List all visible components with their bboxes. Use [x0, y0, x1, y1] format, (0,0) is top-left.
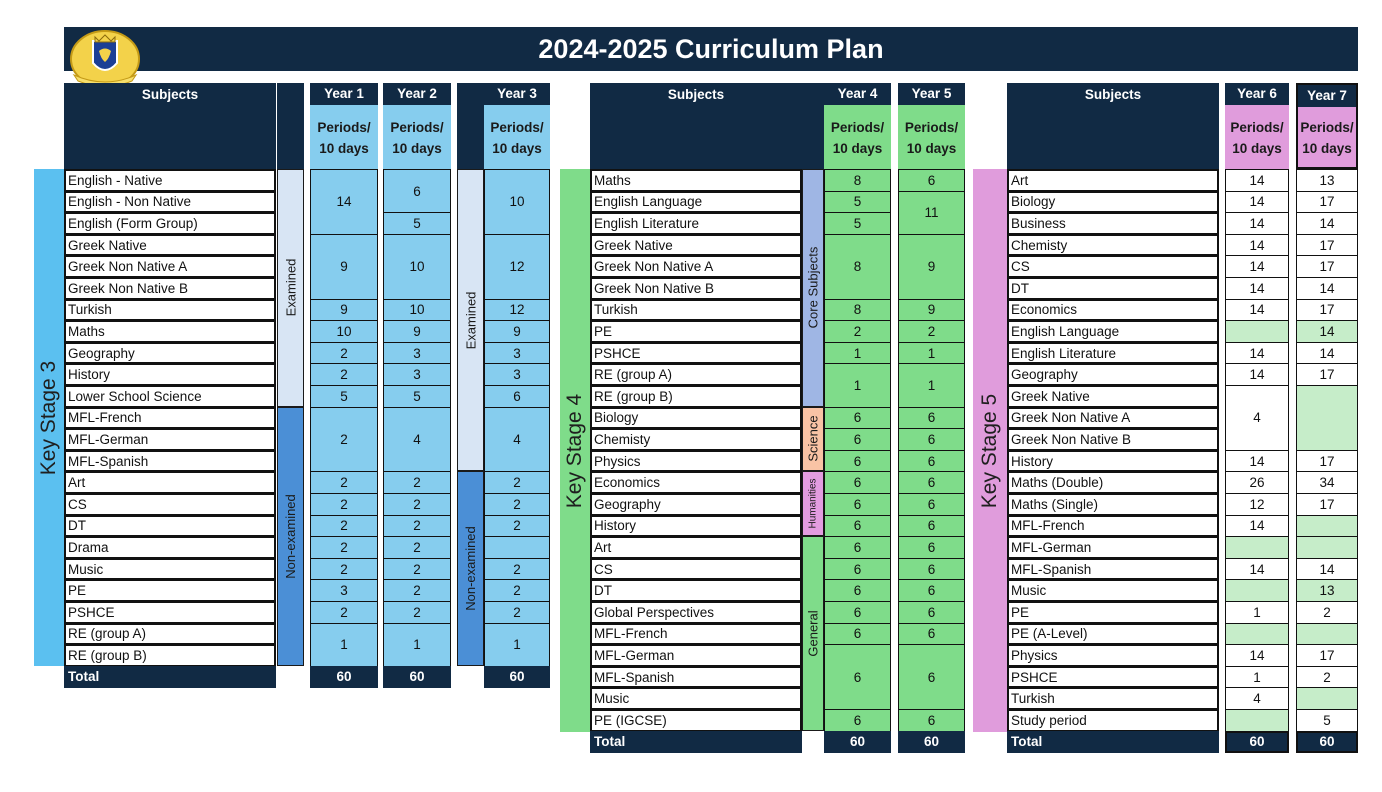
subject-cell: History [1007, 450, 1219, 473]
group-label: Core Subjects [805, 246, 821, 329]
year-label: Year 3 [484, 83, 550, 105]
subject-cell: RE (group A) [590, 363, 802, 386]
subject-cell: CS [64, 493, 276, 516]
period-value-cell: 6 [898, 169, 965, 192]
period-value-cell: 6 [898, 709, 965, 732]
period-value-cell: 3 [383, 363, 451, 386]
subject-cell: Music [1007, 579, 1219, 602]
subject-cell: History [590, 515, 802, 538]
subject-cell: PE (IGCSE) [590, 709, 802, 732]
period-value-cell: 6 [484, 385, 550, 408]
group-label: Examined [283, 258, 298, 317]
subject-cell: Turkish [1007, 687, 1219, 710]
period-value-cell: 9 [484, 320, 550, 343]
subject-cell: DT [1007, 277, 1219, 300]
period-value-cell: 14 [1225, 363, 1289, 386]
period-value-cell: 4 [1225, 385, 1289, 451]
subject-cell: Maths [590, 169, 802, 192]
period-value-cell: 26 [1225, 471, 1289, 494]
period-value-cell: 17 [1296, 363, 1358, 386]
period-value-cell [1296, 515, 1358, 538]
ks5-total-y6: 60 [1225, 731, 1289, 753]
period-value-cell: 2 [824, 320, 891, 343]
subject-cell: RE (group B) [590, 385, 802, 408]
period-value-cell: 14 [1296, 558, 1358, 581]
ks3-group-header-2 [457, 83, 484, 169]
subject-cell: Global Perspectives [590, 601, 802, 624]
period-value-cell [1296, 623, 1358, 646]
period-value-cell: 2 [484, 601, 550, 624]
subject-cell: Greek Non Native B [590, 277, 802, 300]
period-value-cell: 8 [824, 299, 891, 322]
period-value-cell: 6 [824, 558, 891, 581]
period-value-cell: 6 [824, 450, 891, 473]
ks4-stage-label: Key Stage 4 [563, 393, 587, 508]
period-value-cell: 2 [484, 515, 550, 538]
period-value-cell: 10 [383, 299, 451, 322]
period-value-cell: 14 [310, 169, 378, 235]
period-value-cell: 6 [898, 644, 965, 710]
ks5-total-label: Total [1007, 731, 1219, 753]
ks3-total-label: Total [64, 666, 276, 688]
period-value-cell: 3 [310, 579, 378, 602]
subject-cell: Greek Native [64, 234, 276, 257]
period-value-cell: 1 [898, 342, 965, 365]
ks3-year-3-header [484, 83, 550, 169]
period-value-cell: 5 [1296, 709, 1358, 732]
period-value-cell: 5 [824, 212, 891, 235]
period-value-cell [1225, 536, 1289, 559]
ks3-subjects-header [64, 83, 276, 169]
subject-cell: PSHCE [590, 342, 802, 365]
period-value-cell: 2 [383, 536, 451, 559]
period-value-cell: 17 [1296, 299, 1358, 322]
period-value-cell: 1 [824, 363, 891, 407]
year-label: Year 1 [310, 83, 378, 105]
subject-cell: Art [1007, 169, 1219, 192]
ks3-total-y3: 60 [484, 666, 550, 688]
period-value-cell: 6 [898, 623, 965, 646]
period-value-cell: 6 [898, 536, 965, 559]
period-value-cell: 17 [1296, 234, 1358, 257]
period-value-cell: 6 [824, 471, 891, 494]
subject-cell: Music [590, 687, 802, 710]
subject-cell: PSHCE [64, 601, 276, 624]
subject-cell: Geography [590, 493, 802, 516]
year-label: Year 2 [383, 83, 451, 105]
ks3-year-2-header [383, 83, 451, 169]
period-value-cell: 8 [824, 169, 891, 192]
period-value-cell: 6 [824, 536, 891, 559]
ks4-total-label: Total [590, 731, 802, 753]
group-label: Examined [463, 291, 478, 350]
period-value-cell: 9 [898, 299, 965, 322]
period-value-cell: 14 [1296, 342, 1358, 365]
subject-cell: Chemisty [590, 428, 802, 451]
subject-cell: Greek Non Native A [1007, 407, 1219, 430]
subject-cell: DT [64, 515, 276, 538]
subject-cell: Greek Non Native B [64, 277, 276, 300]
period-value-cell: 2 [310, 471, 378, 494]
subject-cell: English - Native [64, 169, 276, 192]
period-value-cell: 2 [383, 601, 451, 624]
period-value-cell: 3 [484, 363, 550, 386]
ks3-nonexamined-group [277, 407, 304, 666]
period-value-cell: 6 [898, 579, 965, 602]
period-value-cell: 13 [1296, 579, 1358, 602]
period-value-cell: 2 [1296, 666, 1358, 689]
period-value-cell: 9 [898, 234, 965, 300]
year-label: Year 6 [1225, 83, 1289, 105]
period-value-cell: 6 [824, 515, 891, 538]
period-value-cell: 1 [310, 623, 378, 667]
period-value-cell: 14 [1225, 255, 1289, 278]
subject-cell: Lower School Science [64, 385, 276, 408]
school-crest-logo [66, 29, 144, 89]
period-value-cell: 14 [1225, 169, 1289, 192]
ks4-science-group [802, 407, 824, 472]
period-value-cell: 6 [824, 428, 891, 451]
subject-cell: Art [64, 471, 276, 494]
subject-cell: RE (group A) [64, 623, 276, 646]
period-value-cell: 1 [898, 363, 965, 407]
period-value-cell: 5 [383, 385, 451, 408]
period-value-cell: 2 [310, 493, 378, 516]
ks5-total-y7: 60 [1296, 731, 1358, 753]
subject-cell: MFL-French [1007, 515, 1219, 538]
period-value-cell: 9 [310, 299, 378, 322]
period-value-cell: 14 [1225, 515, 1289, 538]
period-value-cell [1225, 320, 1289, 343]
subject-cell: Greek Native [590, 234, 802, 257]
ks4-total-y5: 60 [898, 731, 965, 753]
period-value-cell: 2 [383, 493, 451, 516]
period-value-cell: 2 [1296, 601, 1358, 624]
subject-cell: English Language [590, 191, 802, 214]
subject-cell: Economics [1007, 299, 1219, 322]
group-label: Non-examined [463, 526, 479, 611]
subject-cell: Greek Non Native B [1007, 428, 1219, 451]
period-value-cell: 5 [824, 191, 891, 214]
period-value-cell: 6 [898, 601, 965, 624]
subjects-header-label: Subjects [667, 87, 725, 102]
period-value-cell: 6 [824, 644, 891, 710]
subject-cell: MFL-German [64, 428, 276, 451]
subject-cell: MFL-Spanish [64, 450, 276, 473]
ks3-stage-label: Key Stage 3 [37, 360, 61, 475]
period-value-cell: 6 [824, 601, 891, 624]
period-value-cell: 6 [824, 407, 891, 430]
group-label: Non-examined [283, 493, 299, 579]
period-value-cell: 14 [1225, 644, 1289, 667]
period-value-cell: 5 [383, 212, 451, 235]
period-value-cell: 14 [1225, 558, 1289, 581]
group-label: Science [805, 415, 821, 463]
period-value-cell: 1 [383, 623, 451, 667]
ks5-stage-label: Key Stage 5 [978, 393, 1002, 508]
period-value-cell: 2 [383, 558, 451, 581]
subject-cell: PE (A-Level) [1007, 623, 1219, 646]
period-value-cell: 12 [1225, 493, 1289, 516]
ks3-total-y2: 60 [383, 666, 451, 688]
subject-cell: Physics [1007, 644, 1219, 667]
period-value-cell: 6 [824, 579, 891, 602]
subject-cell: Study period [1007, 709, 1219, 732]
period-value-cell: 6 [898, 515, 965, 538]
period-value-cell: 2 [310, 601, 378, 624]
period-value-cell: 2 [310, 515, 378, 538]
period-value-cell [1296, 536, 1358, 559]
periods-label: Periods/ 10 days [904, 119, 959, 156]
period-value-cell: 12 [484, 234, 550, 300]
period-value-cell: 14 [1225, 191, 1289, 214]
subject-cell: Biology [1007, 191, 1219, 214]
period-value-cell: 17 [1296, 255, 1358, 278]
period-value-cell: 9 [383, 320, 451, 343]
period-value-cell: 14 [1225, 342, 1289, 365]
period-value-cell: 14 [1225, 234, 1289, 257]
period-value-cell: 2 [310, 407, 378, 473]
period-value-cell: 14 [1296, 212, 1358, 235]
period-value-cell: 6 [898, 558, 965, 581]
period-value-cell: 14 [1225, 212, 1289, 235]
ks4-stage-band [560, 169, 590, 732]
period-value-cell: 6 [898, 428, 965, 451]
period-value-cell: 17 [1296, 644, 1358, 667]
period-value-cell: 2 [383, 515, 451, 538]
ks3-total-y1: 60 [310, 666, 378, 688]
subject-cell: English (Form Group) [64, 212, 276, 235]
subject-cell: Physics [590, 450, 802, 473]
subject-cell: CS [590, 558, 802, 581]
period-value-cell: 17 [1296, 191, 1358, 214]
period-value-cell: 10 [484, 169, 550, 235]
subject-cell: PE [1007, 601, 1219, 624]
title-bar [64, 27, 1358, 71]
subject-cell: Economics [590, 471, 802, 494]
subject-cell: DT [590, 579, 802, 602]
period-value-cell: 2 [310, 342, 378, 365]
period-value-cell: 14 [1225, 450, 1289, 473]
period-value-cell: 3 [383, 342, 451, 365]
period-value-cell: 6 [824, 493, 891, 516]
subject-cell: Greek Non Native A [590, 255, 802, 278]
ks4-year-2-header [898, 83, 965, 169]
period-value-cell [1296, 385, 1358, 451]
period-value-cell: 6 [383, 169, 451, 213]
period-value-cell [1225, 623, 1289, 646]
subject-cell: Art [590, 536, 802, 559]
period-value-cell: 8 [824, 234, 891, 300]
period-value-cell: 5 [310, 385, 378, 408]
ks3-stage-band [34, 169, 64, 666]
ks5-year-2-header [1296, 83, 1358, 169]
subject-cell: MFL-French [64, 407, 276, 430]
year-label: Year 7 [1298, 85, 1356, 107]
subject-cell: MFL-Spanish [590, 666, 802, 689]
period-value-cell: 2 [383, 471, 451, 494]
subject-cell: Maths [64, 320, 276, 343]
ks3-year-1-header [310, 83, 378, 169]
period-value-cell: 10 [310, 320, 378, 343]
periods-label: Periods/ 10 days [1230, 119, 1284, 156]
period-value-cell [1225, 579, 1289, 602]
ks4-year-1-header [824, 83, 891, 169]
subjects-header-label: Subjects [141, 87, 199, 102]
period-value-cell: 13 [1296, 169, 1358, 192]
subject-cell: Geography [1007, 363, 1219, 386]
period-value-cell [1296, 687, 1358, 710]
group-label: General [805, 610, 821, 657]
ks4-core-group [802, 169, 824, 407]
period-value-cell: 14 [1296, 320, 1358, 343]
period-value-cell: 6 [898, 407, 965, 430]
subject-cell: RE (group B) [64, 644, 276, 667]
subject-cell: Turkish [590, 299, 802, 322]
ks3-group-header [277, 83, 304, 169]
subject-cell: PE [64, 579, 276, 602]
subject-cell: Biology [590, 407, 802, 430]
subject-cell: Turkish [64, 299, 276, 322]
periods-label: Periods/ 10 days [317, 119, 371, 156]
ks4-group-header [802, 83, 824, 169]
ks4-humanities-group [802, 471, 824, 536]
period-value-cell: 1 [1225, 601, 1289, 624]
period-value-cell: 4 [1225, 687, 1289, 710]
period-value-cell: 17 [1296, 450, 1358, 473]
subject-cell: PSHCE [1007, 666, 1219, 689]
ks3-y3-nonexamined-group [457, 471, 484, 665]
subject-cell: English Literature [1007, 342, 1219, 365]
ks5-subjects-header [1007, 83, 1219, 169]
subject-cell: English Literature [590, 212, 802, 235]
subject-cell: Chemisty [1007, 234, 1219, 257]
period-value-cell: 1 [824, 342, 891, 365]
periods-label: Periods/ 10 days [1300, 119, 1354, 156]
subject-cell: MFL-German [590, 644, 802, 667]
subject-cell: Greek Non Native A [64, 255, 276, 278]
period-value-cell: 2 [383, 579, 451, 602]
period-value-cell: 9 [310, 234, 378, 300]
ks4-subjects-header [590, 83, 802, 169]
period-value-cell: 2 [484, 558, 550, 581]
period-value-cell: 2 [898, 320, 965, 343]
period-value-cell: 6 [824, 623, 891, 646]
page-title: 2024-2025 Curriculum Plan [538, 33, 884, 64]
period-value-cell: 12 [484, 299, 550, 322]
subject-cell: Maths (Double) [1007, 471, 1219, 494]
period-value-cell: 2 [484, 471, 550, 494]
period-value-cell: 6 [898, 471, 965, 494]
subject-cell: History [64, 363, 276, 386]
periods-label: Periods/ 10 days [490, 119, 544, 156]
ks4-general-group [802, 536, 824, 730]
ks3-examined-group [277, 169, 304, 407]
subject-cell: English Language [1007, 320, 1219, 343]
ks5-year-1-header [1225, 83, 1289, 169]
year-label: Year 4 [824, 83, 891, 105]
period-value-cell: 10 [383, 234, 451, 300]
subject-cell: English - Non Native [64, 191, 276, 214]
period-value-cell: 3 [484, 342, 550, 365]
period-value-cell: 2 [310, 363, 378, 386]
subject-cell: PE [590, 320, 802, 343]
period-value-cell: 6 [898, 450, 965, 473]
subject-cell: MFL-French [590, 623, 802, 646]
period-value-cell: 34 [1296, 471, 1358, 494]
period-value-cell: 11 [898, 191, 965, 235]
subject-cell: MFL-German [1007, 536, 1219, 559]
subject-cell: Maths (Single) [1007, 493, 1219, 516]
ks5-stage-band [973, 169, 1007, 732]
subject-cell: Geography [64, 342, 276, 365]
period-value-cell: 17 [1296, 493, 1358, 516]
subject-cell: MFL-Spanish [1007, 558, 1219, 581]
period-value-cell: 1 [1225, 666, 1289, 689]
period-value-cell: 6 [898, 493, 965, 516]
period-value-cell [484, 536, 550, 559]
period-value-cell: 4 [383, 407, 451, 473]
group-label: Humanities [807, 478, 819, 529]
period-value-cell: 2 [484, 493, 550, 516]
periods-label: Periods/ 10 days [390, 119, 444, 156]
ks3-y3-examined-group [457, 169, 484, 471]
subject-cell: Greek Native [1007, 385, 1219, 408]
period-value-cell: 4 [484, 407, 550, 473]
period-value-cell: 6 [824, 709, 891, 732]
subject-cell: CS [1007, 255, 1219, 278]
period-value-cell: 1 [484, 623, 550, 667]
periods-label: Periods/ 10 days [830, 119, 885, 156]
subject-cell: Business [1007, 212, 1219, 235]
period-value-cell: 14 [1296, 277, 1358, 300]
subjects-header-label: Subjects [1084, 87, 1142, 102]
period-value-cell: 14 [1225, 277, 1289, 300]
subject-cell: Drama [64, 536, 276, 559]
year-label: Year 5 [898, 83, 965, 105]
period-value-cell: 14 [1225, 299, 1289, 322]
period-value-cell [1225, 709, 1289, 732]
subject-cell: Music [64, 558, 276, 581]
period-value-cell: 2 [310, 558, 378, 581]
period-value-cell: 2 [484, 579, 550, 602]
period-value-cell: 2 [310, 536, 378, 559]
ks4-total-y4: 60 [824, 731, 891, 753]
